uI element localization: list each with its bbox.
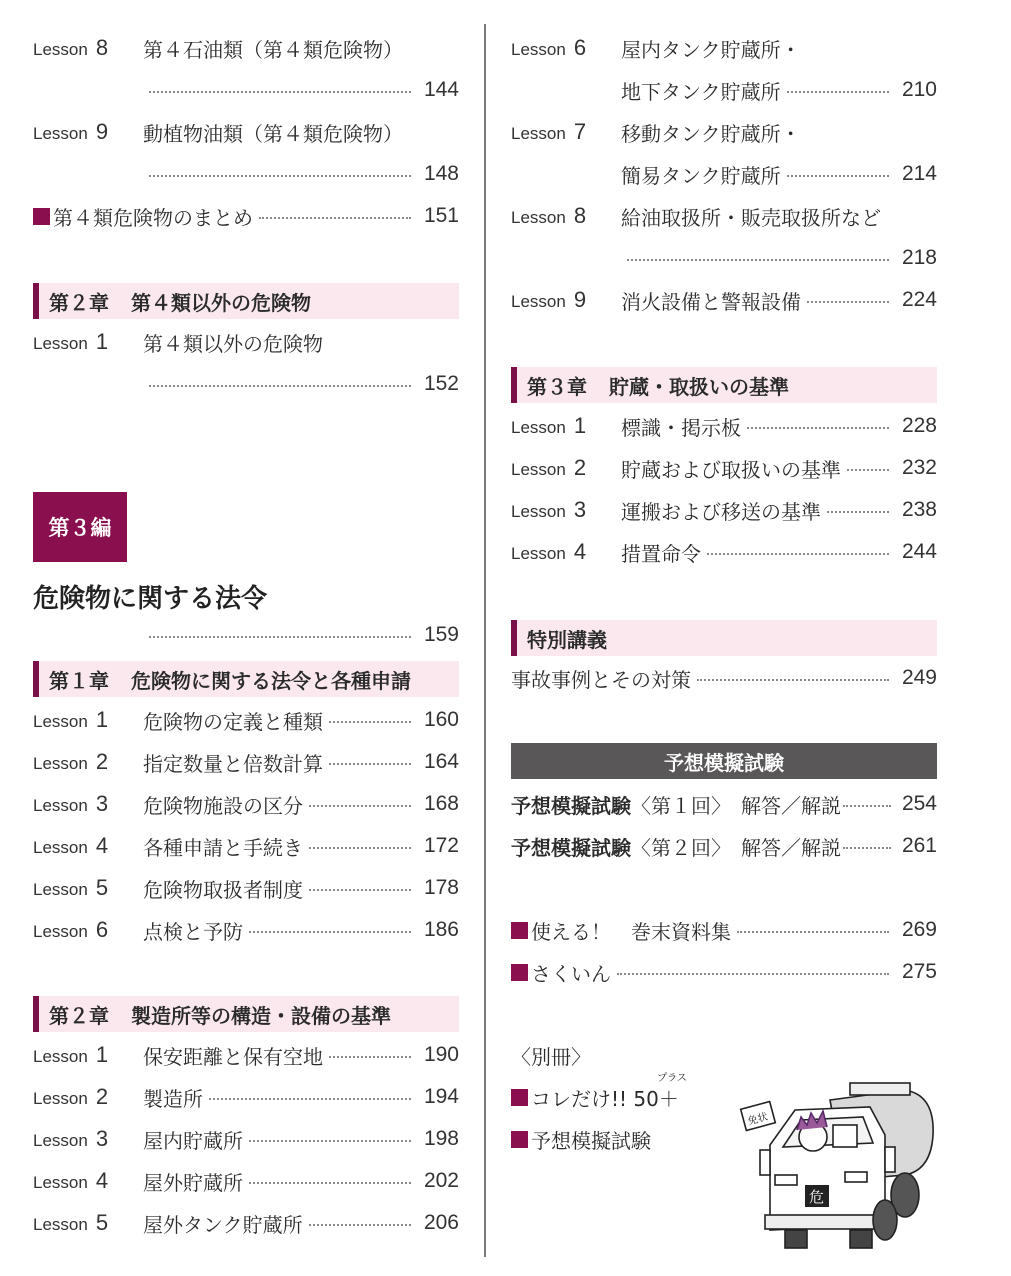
chapter-accent-bar <box>33 661 39 697</box>
leader-dots <box>747 427 889 429</box>
leader-dots <box>737 931 889 933</box>
chapter-number: 第２章 <box>49 1003 109 1028</box>
lesson-number: 4 <box>95 833 109 858</box>
item-title: 予想模擬試験 <box>531 1128 651 1153</box>
toc-entry[interactable] <box>33 1160 459 1202</box>
leader-dots <box>249 1140 411 1142</box>
lesson-word: Lesson <box>33 1215 88 1234</box>
lesson-word: Lesson <box>33 334 88 353</box>
entry-title: 屋外タンク貯蔵所 <box>143 1212 303 1237</box>
lesson-number: 4 <box>95 1168 109 1193</box>
chapter-header <box>511 367 937 403</box>
toc-entry-page-line[interactable] <box>33 614 459 656</box>
leader-dots <box>787 175 889 177</box>
toc-entry[interactable] <box>511 279 937 321</box>
entry-title: 危険物施設の区分 <box>143 793 303 818</box>
entry-title: 危険物の定義と種類 <box>143 709 323 734</box>
toc-entry-page-line[interactable] <box>511 237 937 279</box>
ruby-text: プラス <box>657 1072 687 1084</box>
leader-dots <box>329 763 411 765</box>
bullet-square-icon <box>33 208 50 225</box>
toc-entry[interactable] <box>33 699 459 741</box>
page-number: 202 <box>423 1169 459 1192</box>
lesson-number: 3 <box>95 791 109 816</box>
chapter-accent-bar <box>511 620 517 656</box>
part-title[interactable]: 危険物に関する法令 <box>33 584 268 614</box>
entry-title: 第４石油類（第４類危険物） <box>143 37 403 62</box>
chapter-accent-bar <box>33 283 39 319</box>
lesson-number: 2 <box>95 1084 109 1109</box>
page-number: 238 <box>901 498 937 521</box>
lesson-number: 5 <box>95 875 109 900</box>
chapter-number: 第３章 <box>527 374 587 399</box>
lesson-number: 7 <box>573 119 587 144</box>
page-number: 164 <box>423 750 459 773</box>
page-number: 206 <box>423 1211 459 1234</box>
entry-title: 屋内貯蔵所 <box>143 1128 243 1153</box>
toc-entry[interactable] <box>33 741 459 783</box>
entry-title: 貯蔵および取扱いの基準 <box>621 457 841 482</box>
toc-entry-summary[interactable] <box>33 195 459 237</box>
column-divider <box>484 24 486 1257</box>
lesson-word: Lesson <box>33 796 88 815</box>
page-number: 172 <box>423 834 459 857</box>
leader-dots <box>149 175 411 177</box>
page-number: 194 <box>423 1085 459 1108</box>
tanker-truck-illustration <box>735 1075 945 1255</box>
chapter-title: 危険物に関する法令と各種申請 <box>131 668 411 693</box>
toc-entry[interactable] <box>511 27 937 69</box>
lesson-word: Lesson <box>33 124 88 143</box>
page-number: 144 <box>423 78 459 101</box>
toc-entry[interactable] <box>33 867 459 909</box>
lesson-number: 3 <box>573 497 587 522</box>
toc-entry[interactable] <box>33 1118 459 1160</box>
entry-title: 給油取扱所・販売取扱所など <box>621 205 881 230</box>
entry-title: 屋外貯蔵所 <box>143 1170 243 1195</box>
page-number: 160 <box>423 708 459 731</box>
toc-entry[interactable] <box>33 909 459 951</box>
lesson-word: Lesson <box>33 712 88 731</box>
item-title: コレだけ!! 50 <box>531 1086 659 1111</box>
lesson-number: 1 <box>573 413 587 438</box>
entry-title: 移動タンク貯蔵所・ <box>621 121 801 146</box>
chapter-number: 第２章 <box>49 290 109 315</box>
page-number: 269 <box>901 918 937 941</box>
page-number: 148 <box>423 162 459 185</box>
lesson-number: 1 <box>95 1042 109 1067</box>
leader-dots <box>149 91 411 93</box>
lesson-number: 1 <box>95 329 109 354</box>
entry-title: 動植物油類（第４類危険物） <box>143 121 403 146</box>
lesson-number: 9 <box>573 287 587 312</box>
leader-dots <box>617 973 889 975</box>
lesson-number: 5 <box>95 1210 109 1235</box>
entry-title: 製造所 <box>143 1086 203 1111</box>
lesson-word: Lesson <box>511 292 566 311</box>
separate-volume-heading: 〈別冊〉 <box>511 1044 591 1069</box>
lesson-word: Lesson <box>33 1131 88 1150</box>
toc-entry[interactable] <box>33 111 459 153</box>
leader-dots <box>309 805 411 807</box>
entry-title: 指定数量と倍数計算 <box>143 751 323 776</box>
toc-entry[interactable] <box>511 657 937 699</box>
lesson-number: 8 <box>95 35 109 60</box>
lesson-number: 6 <box>573 35 587 60</box>
lesson-word: Lesson <box>511 544 566 563</box>
leader-dots <box>697 679 889 681</box>
entry-title: 消火設備と警報設備 <box>621 289 801 314</box>
lesson-word: Lesson <box>33 1173 88 1192</box>
plus-with-ruby: ＋ プラス <box>659 1083 679 1112</box>
lesson-number: 3 <box>95 1126 109 1151</box>
leader-dots <box>787 91 889 93</box>
bullet-square-icon <box>511 922 528 939</box>
toc-entry[interactable] <box>33 1202 459 1244</box>
page-number: 275 <box>901 960 937 983</box>
leader-dots <box>627 259 889 261</box>
page-number: 228 <box>901 414 937 437</box>
page-number: 261 <box>901 834 937 857</box>
page-number: 198 <box>423 1127 459 1150</box>
chapter-title: 第４類以外の危険物 <box>131 290 311 315</box>
page-number: 168 <box>423 792 459 815</box>
page-number: 159 <box>423 623 459 646</box>
toc-entry[interactable] <box>33 1076 459 1118</box>
lesson-word: Lesson <box>33 754 88 773</box>
lesson-word: Lesson <box>511 40 566 59</box>
page-number: 190 <box>423 1043 459 1066</box>
lesson-number: 2 <box>573 455 587 480</box>
leader-dots <box>843 805 891 807</box>
toc-entry-appendix[interactable] <box>511 909 937 951</box>
toc-entry[interactable] <box>511 195 937 237</box>
section-title: 特別講義 <box>527 627 607 652</box>
toc-entry[interactable] <box>33 27 459 69</box>
toc-entry-index[interactable] <box>511 951 937 993</box>
toc-entry-page-line[interactable] <box>511 69 937 111</box>
toc-entry-page-line[interactable] <box>33 69 459 111</box>
leader-dots <box>309 1224 411 1226</box>
lesson-number: 9 <box>95 119 109 144</box>
chapter-number: 第１章 <box>49 668 109 693</box>
page-number: 218 <box>901 246 937 269</box>
lesson-number: 6 <box>95 917 109 942</box>
leader-dots <box>329 1056 411 1058</box>
leader-dots <box>707 553 889 555</box>
page-number: 210 <box>901 78 937 101</box>
toc-entry[interactable] <box>511 111 937 153</box>
entry-title-continued: 簡易タンク貯蔵所 <box>621 163 781 188</box>
part-badge: 第３編 <box>33 492 127 562</box>
entry-title: 〈第２回〉 解答／解説 <box>631 835 841 860</box>
chapter-title: 貯蔵・取扱いの基準 <box>609 374 789 399</box>
page-number: 186 <box>423 918 459 941</box>
toc-entry-page-line[interactable] <box>33 363 459 405</box>
page-number: 224 <box>901 288 937 311</box>
lesson-number: 4 <box>573 539 587 564</box>
toc-entry[interactable] <box>33 783 459 825</box>
toc-entry[interactable] <box>511 405 937 447</box>
entry-title-bold: 予想模擬試験 <box>511 793 631 818</box>
svg-text:危: 危 <box>809 1188 825 1206</box>
lesson-word: Lesson <box>33 1089 88 1108</box>
chapter-header <box>33 283 459 319</box>
entry-title: 運搬および移送の基準 <box>621 499 821 524</box>
page-number: 232 <box>901 456 937 479</box>
page-number: 244 <box>901 540 937 563</box>
leader-dots <box>843 847 891 849</box>
entry-title: 事故事例とその対策 <box>511 667 691 692</box>
lesson-word: Lesson <box>33 922 88 941</box>
page-number: 249 <box>901 666 937 689</box>
lesson-word: Lesson <box>33 40 88 59</box>
lesson-word: Lesson <box>511 124 566 143</box>
lesson-word: Lesson <box>511 460 566 479</box>
toc-entry[interactable] <box>511 531 937 573</box>
entry-title-bold: 予想模擬試験 <box>511 835 631 860</box>
page-number: 151 <box>423 204 459 227</box>
entry-title-continued: 地下タンク貯蔵所 <box>621 79 781 104</box>
leader-dots <box>807 301 889 303</box>
entry-title: 第４類以外の危険物 <box>143 331 323 356</box>
mock-exam-band: 予想模擬試験 <box>511 743 937 779</box>
entry-title: さくいん <box>531 961 611 986</box>
page-number: 152 <box>423 372 459 395</box>
lesson-number: 1 <box>95 707 109 732</box>
bullet-square-icon <box>511 964 528 981</box>
lesson-number: 8 <box>573 203 587 228</box>
chapter-header <box>33 661 459 697</box>
lesson-word: Lesson <box>511 208 566 227</box>
leader-dots <box>827 511 889 513</box>
lesson-word: Lesson <box>511 418 566 437</box>
toc-entry[interactable] <box>33 825 459 867</box>
leader-dots <box>259 217 411 219</box>
lesson-word: Lesson <box>33 838 88 857</box>
toc-entry[interactable] <box>511 489 937 531</box>
entry-title: 危険物取扱者制度 <box>143 877 303 902</box>
toc-entry[interactable] <box>33 1034 459 1076</box>
leader-dots <box>847 469 889 471</box>
entry-title: 措置命令 <box>621 541 701 566</box>
entry-title: 各種申請と手続き <box>143 835 303 860</box>
page-number: 178 <box>423 876 459 899</box>
lesson-word: Lesson <box>33 880 88 899</box>
leader-dots <box>209 1098 411 1100</box>
chapter-title: 製造所等の構造・設備の基準 <box>131 1003 391 1028</box>
entry-title: 第４類危険物のまとめ <box>53 205 253 230</box>
toc-entry-page-line[interactable] <box>511 153 937 195</box>
leader-dots <box>309 847 411 849</box>
lesson-word: Lesson <box>33 1047 88 1066</box>
chapter-accent-bar <box>511 367 517 403</box>
chapter-accent-bar <box>33 996 39 1032</box>
entry-title: 点検と予防 <box>143 919 243 944</box>
leader-dots <box>329 721 411 723</box>
bullet-square-icon <box>511 1089 528 1106</box>
toc-entry[interactable] <box>511 825 937 867</box>
toc-entry[interactable] <box>511 783 937 825</box>
entry-title: 保安距離と保有空地 <box>143 1044 323 1069</box>
svg-text:免状: 免状 <box>746 1111 770 1128</box>
toc-entry-page-line[interactable] <box>33 153 459 195</box>
toc-entry[interactable] <box>33 321 459 363</box>
leader-dots <box>149 636 411 638</box>
leader-dots <box>149 385 411 387</box>
section-header-special-lecture <box>511 620 937 656</box>
chapter-header <box>33 996 459 1032</box>
leader-dots <box>249 1182 411 1184</box>
leader-dots <box>249 931 411 933</box>
bullet-square-icon <box>511 1131 528 1148</box>
leader-dots <box>309 889 411 891</box>
lesson-number: 2 <box>95 749 109 774</box>
entry-title: 〈第１回〉 解答／解説 <box>631 793 841 818</box>
entry-title: 標識・掲示板 <box>621 415 741 440</box>
entry-title: 屋内タンク貯蔵所・ <box>621 37 801 62</box>
toc-entry[interactable] <box>511 447 937 489</box>
entry-title: 使える！ 巻末資料集 <box>531 919 731 944</box>
page-number: 214 <box>901 162 937 185</box>
lesson-word: Lesson <box>511 502 566 521</box>
page-number: 254 <box>901 792 937 815</box>
